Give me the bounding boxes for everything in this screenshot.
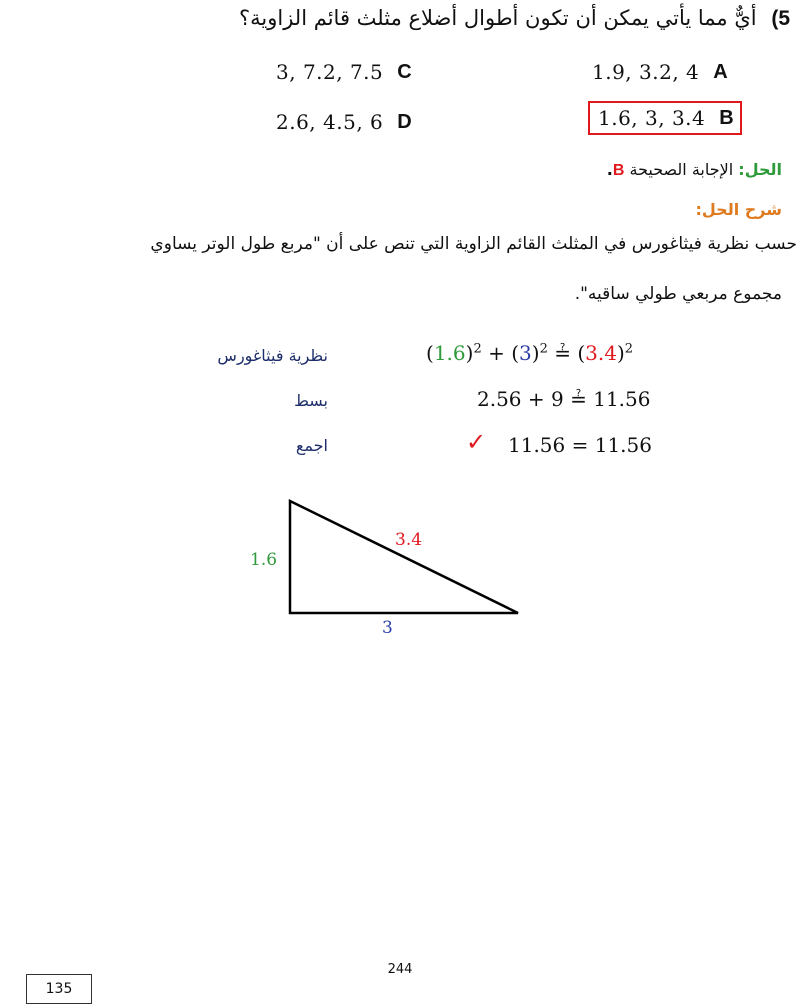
step-1-eq: ≟ [554,341,571,365]
step-2-label: بسط [294,391,328,410]
choice-a-value: 1.9, 3.2, 4 [592,60,700,84]
answer-choice: B [612,162,625,179]
step-1-exp-c: 2 [624,341,634,357]
choice-d[interactable] [276,110,412,134]
choice-c-letter: C [397,60,412,83]
step-1-plus: + [488,341,505,365]
answer-label: الحل: [738,160,782,179]
choice-d-value: 2.6, 4.5, 6 [276,110,384,134]
explanation-title: شرح الحل: [695,200,782,219]
step-1-exp-a: 2 [473,341,482,357]
question-text: أيٌّ مما يأتي يمكن أن تكون أطوال أضلاع مثلث قائم الزاوية؟ [239,6,757,30]
triangle-vertical-leg-label: 1.6 [250,550,278,570]
triangle-horizontal-leg-label: 3 [382,618,393,638]
choice-b-correct[interactable] [588,101,742,135]
choice-a[interactable] [592,60,728,84]
step-2-left: 2.56 + 9 [477,387,564,411]
explanation-line-1: حسب نظرية فيثاغورس في المثلث القائم الزاوية التي تنص على أن "مربع طول الوتر يساوي [150,234,797,254]
answer-period: . [606,160,613,179]
choice-d-letter: D [397,110,412,133]
triangle-shape [290,501,518,613]
step-2-eq: ≟ [570,387,587,411]
checkmark-icon: ✓ [466,428,487,456]
step-2-right: 11.56 [593,387,651,411]
choice-c-value: 3, 7.2, 7.5 [276,60,384,84]
step-1-c: 3.4 [585,341,617,365]
answer-line [607,160,782,180]
step-3-label: اجمع [295,436,328,455]
triangle-hypotenuse-label: 3.4 [395,530,423,550]
step-3-equation: 11.56 = 11.56 [508,433,652,457]
choice-a-letter: A [713,60,728,83]
question [239,6,790,31]
choice-b-value: 1.6, 3, 3.4 [598,106,706,130]
step-1-equation: $(1.6)^2 + (3)^2$ ≟ $(3.4)^2$ [426,341,634,365]
choice-b-letter: B [719,106,734,129]
step-1-a: 1.6 [433,341,466,365]
answer-text: الإجابة الصحيحة [629,160,734,179]
explanation-line-2: مجموع مربعي طولي ساقيه". [574,284,782,304]
step-2-equation [477,387,650,411]
choice-c[interactable] [276,60,412,84]
book-page-number: 135 [26,974,92,1004]
step-1-b: 3 [519,341,532,365]
page-number: 244 [387,962,413,977]
step-1-exp-b: 2 [539,341,548,357]
question-number: 5) [771,7,790,30]
step-1-label: نظرية فيثاغورس [217,346,328,365]
